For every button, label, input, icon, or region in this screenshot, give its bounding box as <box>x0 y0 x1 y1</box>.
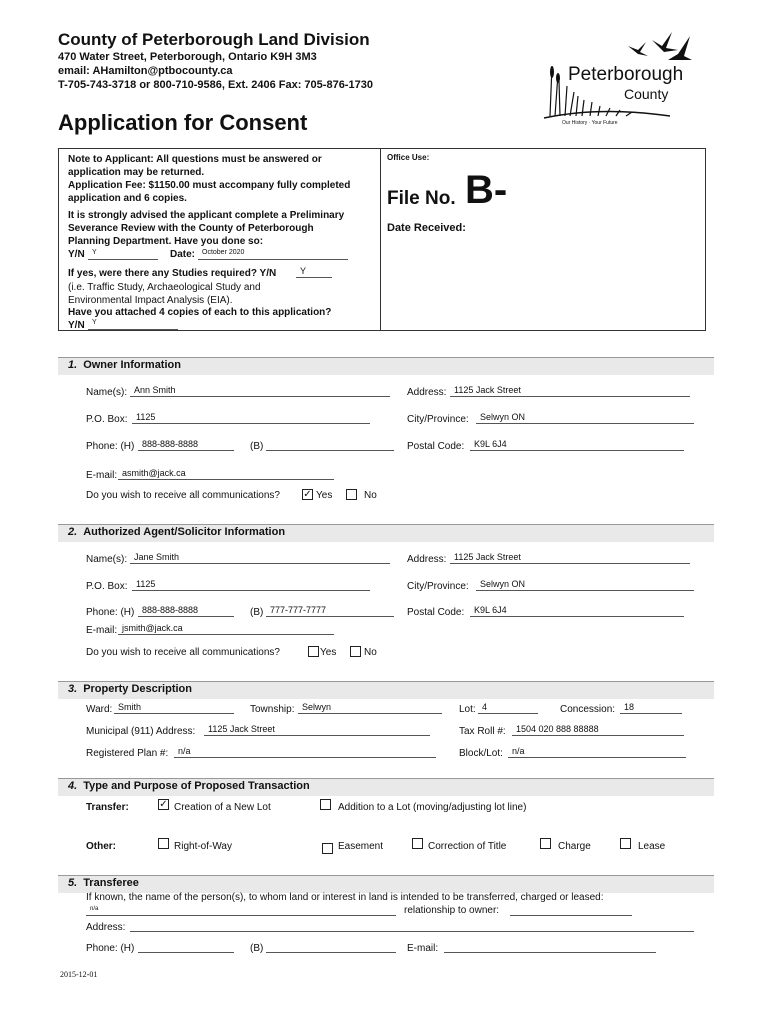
review-yn-label: Y/N <box>68 249 85 260</box>
block-lot-field[interactable]: n/a <box>508 745 686 758</box>
ward-field[interactable]: Smith <box>114 701 234 714</box>
owner-names-label: Name(s): <box>86 387 128 398</box>
note-line-6: Severance Review with the County of Peterborough <box>68 223 314 234</box>
copies-question: Have you attached 4 copies of each to this application? <box>68 307 332 318</box>
owner-phone-label: Phone: (H) <box>86 441 135 452</box>
township-field[interactable]: Selwyn <box>298 701 442 714</box>
agent-email-label: E-mail: <box>86 625 118 636</box>
file-no-prefix: B- <box>465 168 508 212</box>
right-of-way-label: Right-of-Way <box>174 841 232 852</box>
review-date-field[interactable]: October 2020 <box>198 247 348 260</box>
notes-divider <box>380 148 381 331</box>
owner-email-label: E-mail: <box>86 470 118 481</box>
transferee-address-field[interactable] <box>130 919 694 932</box>
lot-label: Lot: <box>459 704 476 715</box>
addition-label: Addition to a Lot (moving/adjusting lot line) <box>338 802 527 813</box>
applicant-notes <box>68 153 350 205</box>
note-line-3: Application Fee: $1150.00 must accompany fully completed <box>68 180 351 191</box>
review-date-label: Date: <box>170 249 196 260</box>
section-3-title-text: Property Description <box>83 683 192 695</box>
transferee-email-field[interactable] <box>444 940 656 953</box>
relationship-label: relationship to owner: <box>404 905 500 916</box>
studies-example-1: (i.e. Traffic Study, Archaeological Study and <box>68 282 261 293</box>
charge-label: Charge <box>558 841 591 852</box>
owner-postal-field[interactable]: K9L 6J4 <box>470 438 684 451</box>
agent-names-field[interactable]: Jane Smith <box>130 551 390 564</box>
office-use-label: Office Use: <box>387 153 430 162</box>
section-4-number: 4. <box>68 780 78 792</box>
section-2-title <box>68 526 285 538</box>
footer-date: 2015-12-01 <box>60 970 98 979</box>
agent-postal-field[interactable]: K9L 6J4 <box>470 604 684 617</box>
agent-names-label: Name(s): <box>86 554 128 565</box>
copies-yn-field[interactable]: Y <box>88 317 178 330</box>
owner-postal-label: Postal Code: <box>407 441 465 452</box>
transfer-label: Transfer: <box>86 802 129 813</box>
owner-city-label: City/Province: <box>407 414 469 425</box>
transferee-business-field[interactable] <box>266 940 396 953</box>
date-received-label: Date Received: <box>387 222 466 234</box>
agent-comm-no-checkbox[interactable] <box>350 646 361 657</box>
county-logo <box>540 26 710 130</box>
municipal-address-field[interactable]: 1125 Jack Street <box>204 723 430 736</box>
agent-comm-no-label: No <box>364 647 377 658</box>
lot-field[interactable]: 4 <box>478 701 538 714</box>
owner-address-label: Address: <box>407 387 447 398</box>
agent-city-label: City/Province: <box>407 581 469 592</box>
transferee-email-label: E-mail: <box>407 943 439 954</box>
logo-text-peterborough: Peterborough <box>568 64 684 85</box>
agent-business-field[interactable]: 777-777-7777 <box>266 604 394 617</box>
org-phone: T-705-743-3718 or 800-710-9586, Ext. 2406 Fax: 705-876-1730 <box>58 79 373 91</box>
tax-roll-label: Tax Roll #: <box>459 726 506 737</box>
relationship-field[interactable] <box>510 903 632 916</box>
transferee-address-label: Address: <box>86 922 126 933</box>
section-5-title <box>68 877 139 889</box>
section-3-title <box>68 683 192 695</box>
owner-business-field[interactable] <box>266 438 394 451</box>
review-yn-field[interactable]: Y <box>88 247 158 260</box>
correction-checkbox[interactable] <box>412 838 423 849</box>
transferee-phone-field[interactable] <box>138 940 234 953</box>
easement-checkbox[interactable] <box>322 843 333 854</box>
logo-tagline: Our History · Your Future <box>562 120 618 126</box>
section-1-number: 1. <box>68 359 78 371</box>
agent-business-label: (B) <box>250 607 264 618</box>
note-line-5: It is strongly advised the applicant complete a Preliminary <box>68 210 345 221</box>
transferee-name-field[interactable]: n/a <box>86 903 396 916</box>
owner-comm-no-label: No <box>364 490 377 501</box>
transferee-phone-label: Phone: (H) <box>86 943 135 954</box>
logo-text-county: County <box>624 86 669 102</box>
note-line-4: application and 6 copies. <box>68 193 187 204</box>
transferee-business-label: (B) <box>250 943 264 954</box>
agent-email-field[interactable]: jsmith@jack.ca <box>118 622 334 635</box>
section-3-number: 3. <box>68 683 78 695</box>
agent-city-field[interactable]: Selwyn ON <box>476 578 694 591</box>
agent-postal-label: Postal Code: <box>407 607 465 618</box>
owner-comm-no-checkbox[interactable] <box>346 489 357 500</box>
copies-yn-label: Y/N <box>68 320 85 331</box>
owner-pobox-label: P.O. Box: <box>86 414 128 425</box>
agent-comm-question: Do you wish to receive all communications? <box>86 647 280 658</box>
file-no-label: File No. <box>387 188 456 209</box>
addition-checkbox[interactable] <box>320 799 331 810</box>
owner-comm-yes-label: Yes <box>316 490 333 501</box>
owner-address-field[interactable]: 1125 Jack Street <box>450 384 690 397</box>
review-notes <box>68 209 344 248</box>
new-lot-label: Creation of a New Lot <box>174 802 271 813</box>
note-line-7: Planning Department. Have you done so: <box>68 236 264 247</box>
transferee-description: If known, the name of the person(s), to whom land or interest in land is intended to be transferred, charged or leased: <box>86 892 604 903</box>
owner-comm-yes-checkbox[interactable]: ✓ <box>303 489 312 500</box>
page-title: Application for Consent <box>58 110 308 135</box>
org-email: email: AHamilton@ptbocounty.ca <box>58 65 233 77</box>
agent-pobox-label: P.O. Box: <box>86 581 128 592</box>
correction-label: Correction of Title <box>428 841 507 852</box>
registered-plan-label: Registered Plan #: <box>86 748 169 759</box>
section-1-title <box>68 359 181 371</box>
section-1-title-text: Owner Information <box>83 359 181 371</box>
agent-phone-field[interactable]: 888-888-8888 <box>138 604 234 617</box>
owner-comm-question: Do you wish to receive all communications? <box>86 490 280 501</box>
new-lot-checkbox[interactable]: ✓ <box>159 799 168 810</box>
block-lot-label: Block/Lot: <box>459 748 503 759</box>
owner-email-field[interactable]: asmith@jack.ca <box>118 467 334 480</box>
township-label: Township: <box>250 704 295 715</box>
section-5-number: 5. <box>68 877 78 889</box>
registered-plan-field[interactable]: n/a <box>174 745 436 758</box>
studies-question: If yes, were there any Studies required? Y/N <box>68 268 277 279</box>
lease-label: Lease <box>638 841 666 852</box>
other-label: Other: <box>86 841 116 852</box>
ward-label: Ward: <box>86 704 113 715</box>
studies-yn-field[interactable]: Y <box>296 265 332 278</box>
lease-checkbox[interactable] <box>620 838 631 849</box>
section-5-bar <box>58 875 714 893</box>
owner-city-field[interactable]: Selwyn ON <box>476 411 694 424</box>
municipal-address-label: Municipal (911) Address: <box>86 726 196 737</box>
note-line-2: application may be returned. <box>68 167 205 178</box>
section-5-title-text: Transferee <box>83 877 139 889</box>
charge-checkbox[interactable] <box>540 838 551 849</box>
studies-example-2: Environmental Impact Analysis (EIA). <box>68 295 233 306</box>
right-of-way-checkbox[interactable] <box>158 838 169 849</box>
section-4-title-text: Type and Purpose of Proposed Transaction <box>83 780 310 792</box>
section-4-title <box>68 780 310 792</box>
agent-phone-label: Phone: (H) <box>86 607 135 618</box>
org-address: 470 Water Street, Peterborough, Ontario K9H 3M3 <box>58 51 317 63</box>
section-2-number: 2. <box>68 526 78 538</box>
owner-business-label: (B) <box>250 441 264 452</box>
owner-pobox-field[interactable]: 1125 <box>132 411 370 424</box>
agent-comm-yes-label: Yes <box>320 647 337 658</box>
org-name: County of Peterborough Land Division <box>58 30 370 49</box>
studies-examples <box>68 281 261 307</box>
note-line-1: Note to Applicant: All questions must be answered or <box>68 154 322 165</box>
section-2-title-text: Authorized Agent/Solicitor Information <box>83 526 286 538</box>
concession-field[interactable]: 18 <box>620 701 682 714</box>
agent-comm-yes-checkbox[interactable] <box>308 646 319 657</box>
easement-label: Easement <box>338 841 384 852</box>
agent-pobox-field[interactable]: 1125 <box>132 578 370 591</box>
owner-phone-field[interactable]: 888-888-8888 <box>138 438 234 451</box>
owner-names-field[interactable]: Ann Smith <box>130 384 390 397</box>
tax-roll-field[interactable]: 1504 020 888 88888 <box>512 723 684 736</box>
concession-label: Concession: <box>560 704 616 715</box>
agent-address-field[interactable]: 1125 Jack Street <box>450 551 690 564</box>
agent-address-label: Address: <box>407 554 447 565</box>
